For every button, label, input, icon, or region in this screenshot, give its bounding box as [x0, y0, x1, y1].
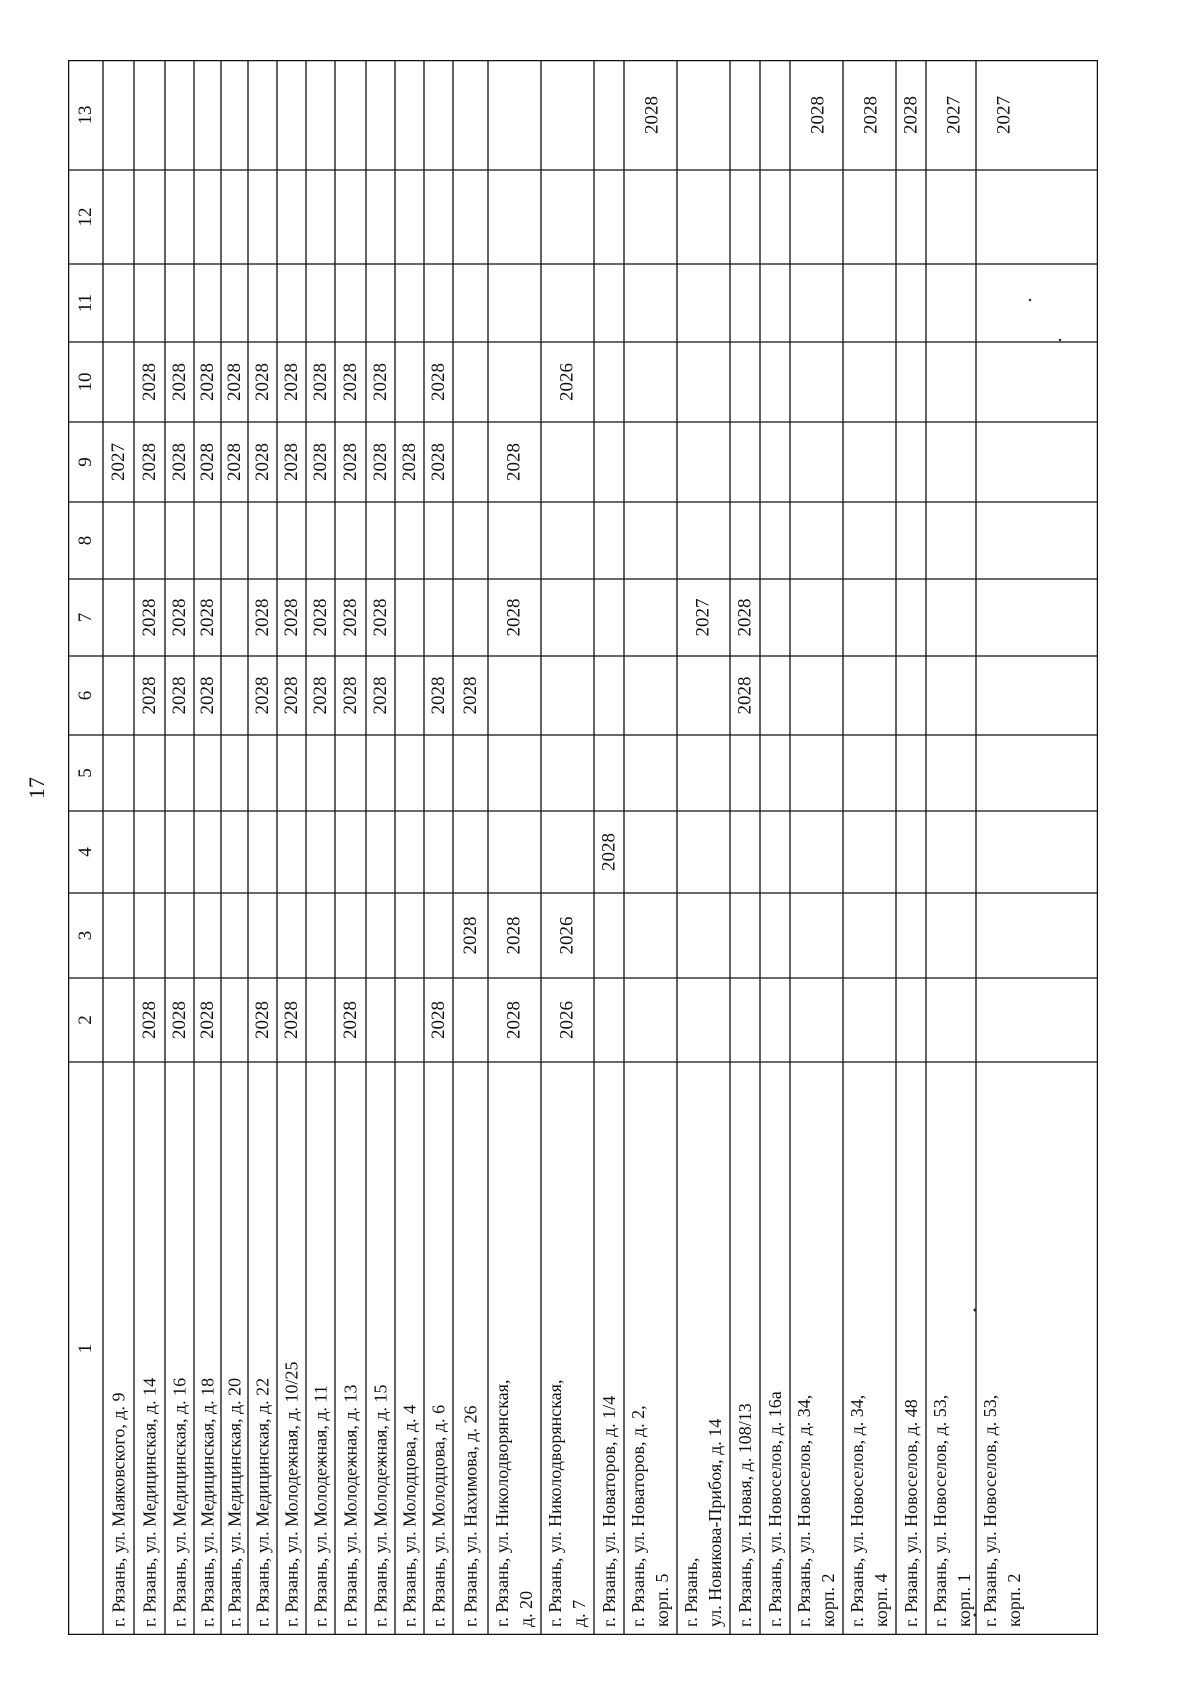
year-cell: 2028: [139, 443, 160, 481]
year-cell: 2028: [139, 676, 160, 715]
year-cell: 2028: [598, 833, 620, 871]
address-cell: г. Рязань, ул. Новоселов, д. 53,: [930, 1394, 950, 1627]
year-cell: 2028: [169, 676, 190, 715]
table-row: [847, 96, 891, 1627]
table-row: [197, 363, 218, 1627]
year-cell: 2028: [860, 96, 882, 134]
table-row: [108, 443, 129, 1627]
table-row: [794, 96, 838, 1627]
year-cell: 2028: [428, 363, 449, 401]
year-cell: 2027: [943, 96, 965, 134]
year-cell: 2028: [503, 916, 525, 955]
year-cell: 2028: [197, 443, 218, 481]
column-number-header: 13: [75, 105, 96, 125]
address-cell: г. Рязань, ул. Молодцова, д. 4: [399, 1404, 420, 1627]
year-cell: 2028: [139, 363, 160, 401]
address-cell: г. Рязань, ул. Маяковского, д. 9: [108, 1392, 129, 1627]
address-cell: г. Рязань, ул. Медицинская, д. 16: [169, 1377, 190, 1627]
table-row: [628, 96, 672, 1627]
year-cell: 2028: [139, 1001, 160, 1039]
address-cell: корп. 4: [871, 1573, 891, 1627]
address-cell: корп. 2: [818, 1573, 838, 1627]
year-cell: 2028: [310, 363, 331, 401]
table-row: [310, 363, 331, 1627]
table-row: [545, 363, 589, 1627]
year-cell: 2028: [340, 363, 361, 401]
year-cell: 2028: [734, 598, 756, 637]
year-cell: 2028: [734, 676, 756, 715]
address-cell: г. Рязань, ул. Николодворянская,: [545, 1379, 565, 1627]
address-cell: г. Рязань, ул. Молодежная, д. 11: [310, 1385, 331, 1627]
year-cell: 2028: [370, 598, 391, 637]
table-header-row: [75, 106, 96, 1354]
column-number-header: 6: [75, 690, 96, 701]
address-cell: г. Рязань, ул. Медицинская, д. 14: [139, 1377, 160, 1627]
address-cell: корп. 1: [954, 1573, 974, 1627]
column-number-header: 12: [75, 207, 96, 227]
year-cell: 2028: [281, 598, 302, 637]
page-number: 17: [24, 777, 49, 799]
year-cell: 2028: [252, 1001, 273, 1039]
table-row: [169, 363, 190, 1627]
address-cell: д. 20: [516, 1590, 536, 1627]
year-cell: 2028: [370, 443, 391, 481]
address-cell: г. Рязань, ул. Медицинская, д. 22: [252, 1377, 273, 1627]
address-cell: г. Рязань,: [681, 1557, 701, 1627]
table-row: [492, 443, 536, 1627]
year-cell: 2026: [556, 363, 578, 401]
table-row: [399, 443, 420, 1627]
table-row: [765, 1391, 785, 1627]
year-cell: 2028: [197, 598, 218, 637]
table-row: [281, 363, 302, 1627]
table-row: [901, 96, 922, 1627]
address-cell: г. Рязань, ул. Медицинская, д. 18: [197, 1377, 218, 1627]
year-cell: 2028: [340, 676, 361, 715]
address-cell: г. Рязань, ул. Николодворянская,: [492, 1379, 512, 1627]
table-row: [681, 599, 725, 1628]
table-row: [252, 363, 273, 1627]
address-cell: г. Рязань, ул. Молодцова, д. 6: [428, 1404, 449, 1627]
column-number-header: 10: [75, 372, 96, 392]
year-cell: 2028: [169, 598, 190, 637]
year-cell: 2027: [692, 598, 714, 637]
address-cell: г. Рязань, ул. Новая, д. 108/13: [735, 1403, 755, 1627]
year-cell: 2028: [139, 598, 160, 637]
table-row: [980, 96, 1024, 1627]
column-number-header: 5: [75, 768, 96, 778]
year-cell: 2028: [807, 96, 829, 134]
address-cell: г. Рязань, ул. Молодежная, д. 15: [370, 1384, 391, 1627]
year-cell: 2028: [281, 363, 302, 401]
year-cell: 2028: [281, 1001, 302, 1039]
address-cell: г. Рязань, ул. Новоселов, д. 34,: [794, 1394, 814, 1627]
year-cell: 2028: [252, 598, 273, 637]
year-cell: 2028: [310, 598, 331, 637]
year-cell: 2028: [460, 916, 481, 955]
column-number-header: 8: [75, 535, 96, 546]
address-cell: г. Рязань, ул. Медицинская, д. 20: [224, 1377, 245, 1627]
address-cell: г. Рязань, ул. Новаторов, д. 2,: [628, 1405, 648, 1627]
year-cell: 2028: [370, 363, 391, 401]
rotated-table-sheet: [68, 60, 1098, 1635]
column-number-header: 9: [75, 457, 96, 467]
year-cell: 2027: [993, 96, 1015, 134]
year-cell: 2028: [197, 1001, 218, 1039]
column-number-header: 3: [75, 930, 96, 941]
year-cell: 2028: [503, 443, 525, 481]
address-cell: г. Рязань, ул. Новоселов, д. 16а: [765, 1391, 785, 1627]
scan-speck: [974, 1309, 977, 1312]
year-cell: 2028: [900, 96, 922, 134]
column-number-header: 11: [75, 293, 96, 313]
year-cell: 2028: [428, 1001, 449, 1039]
table-row: [735, 599, 756, 1628]
year-cell: 2028: [252, 443, 273, 481]
year-cell: 2028: [340, 598, 361, 637]
year-cell: 2028: [503, 598, 525, 637]
year-cell: 2028: [281, 676, 302, 715]
year-cell: 2027: [108, 443, 129, 481]
address-cell: г. Рязань, ул. Новаторов, д. 1/4: [599, 1395, 619, 1627]
year-cell: 2028: [310, 676, 331, 715]
address-cell: корп. 2: [1004, 1573, 1024, 1627]
year-cell: 2026: [556, 1001, 578, 1039]
year-cell: 2028: [503, 1001, 525, 1039]
year-cell: 2028: [428, 443, 449, 481]
table-row: [224, 363, 245, 1627]
year-cell: 2028: [169, 443, 190, 481]
address-cell: г. Рязань, ул. Нахимова, д. 26: [460, 1405, 481, 1627]
schedule-table: [68, 60, 1098, 1635]
year-cell: 2028: [224, 443, 245, 481]
year-cell: 2028: [340, 1001, 361, 1039]
address-cell: г. Рязань, ул. Новоселов, д. 34,: [847, 1394, 867, 1627]
column-number-header: 4: [75, 847, 96, 857]
scan-speck: [974, 1614, 977, 1617]
address-cell: корп. 5: [652, 1573, 672, 1627]
address-cell: г. Рязань, ул. Новоселов, д. 53,: [980, 1394, 1000, 1627]
year-cell: 2028: [169, 363, 190, 401]
address-cell: д. 7: [569, 1599, 589, 1627]
table-row: [428, 363, 449, 1627]
year-cell: 2028: [460, 676, 481, 715]
column-number-header: 2: [75, 1015, 96, 1025]
year-cell: 2028: [197, 676, 218, 715]
scan-speck: [1029, 299, 1031, 301]
year-cell: 2026: [556, 916, 578, 955]
year-cell: 2028: [252, 676, 273, 715]
year-cell: 2028: [370, 676, 391, 715]
table-row: [370, 363, 391, 1627]
year-cell: 2028: [224, 363, 245, 401]
address-cell: г. Рязань, ул. Молодежная, д. 10/25: [281, 1361, 302, 1627]
year-cell: 2028: [399, 443, 420, 481]
scan-speck: [1059, 339, 1061, 341]
address-cell: г. Рязань, ул. Новоселов, д. 48: [901, 1399, 921, 1627]
year-cell: 2028: [428, 676, 449, 715]
table-row: [599, 833, 620, 1627]
address-cell: ул. Новикова-Прибоя, д. 14: [705, 1418, 725, 1627]
year-cell: 2028: [197, 363, 218, 401]
year-cell: 2028: [252, 363, 273, 401]
year-cell: 2028: [169, 1001, 190, 1039]
table-row: [340, 363, 361, 1627]
year-cell: 2028: [281, 443, 302, 481]
year-cell: 2028: [340, 443, 361, 481]
table-row: [930, 96, 974, 1627]
year-cell: 2028: [641, 96, 663, 134]
table-row: [139, 363, 160, 1627]
table-row: [460, 677, 481, 1628]
address-cell: г. Рязань, ул. Молодежная, д. 13: [340, 1384, 361, 1627]
column-number-header: 7: [75, 612, 96, 623]
year-cell: 2028: [310, 443, 331, 481]
column-number-header: 1: [75, 1343, 96, 1354]
